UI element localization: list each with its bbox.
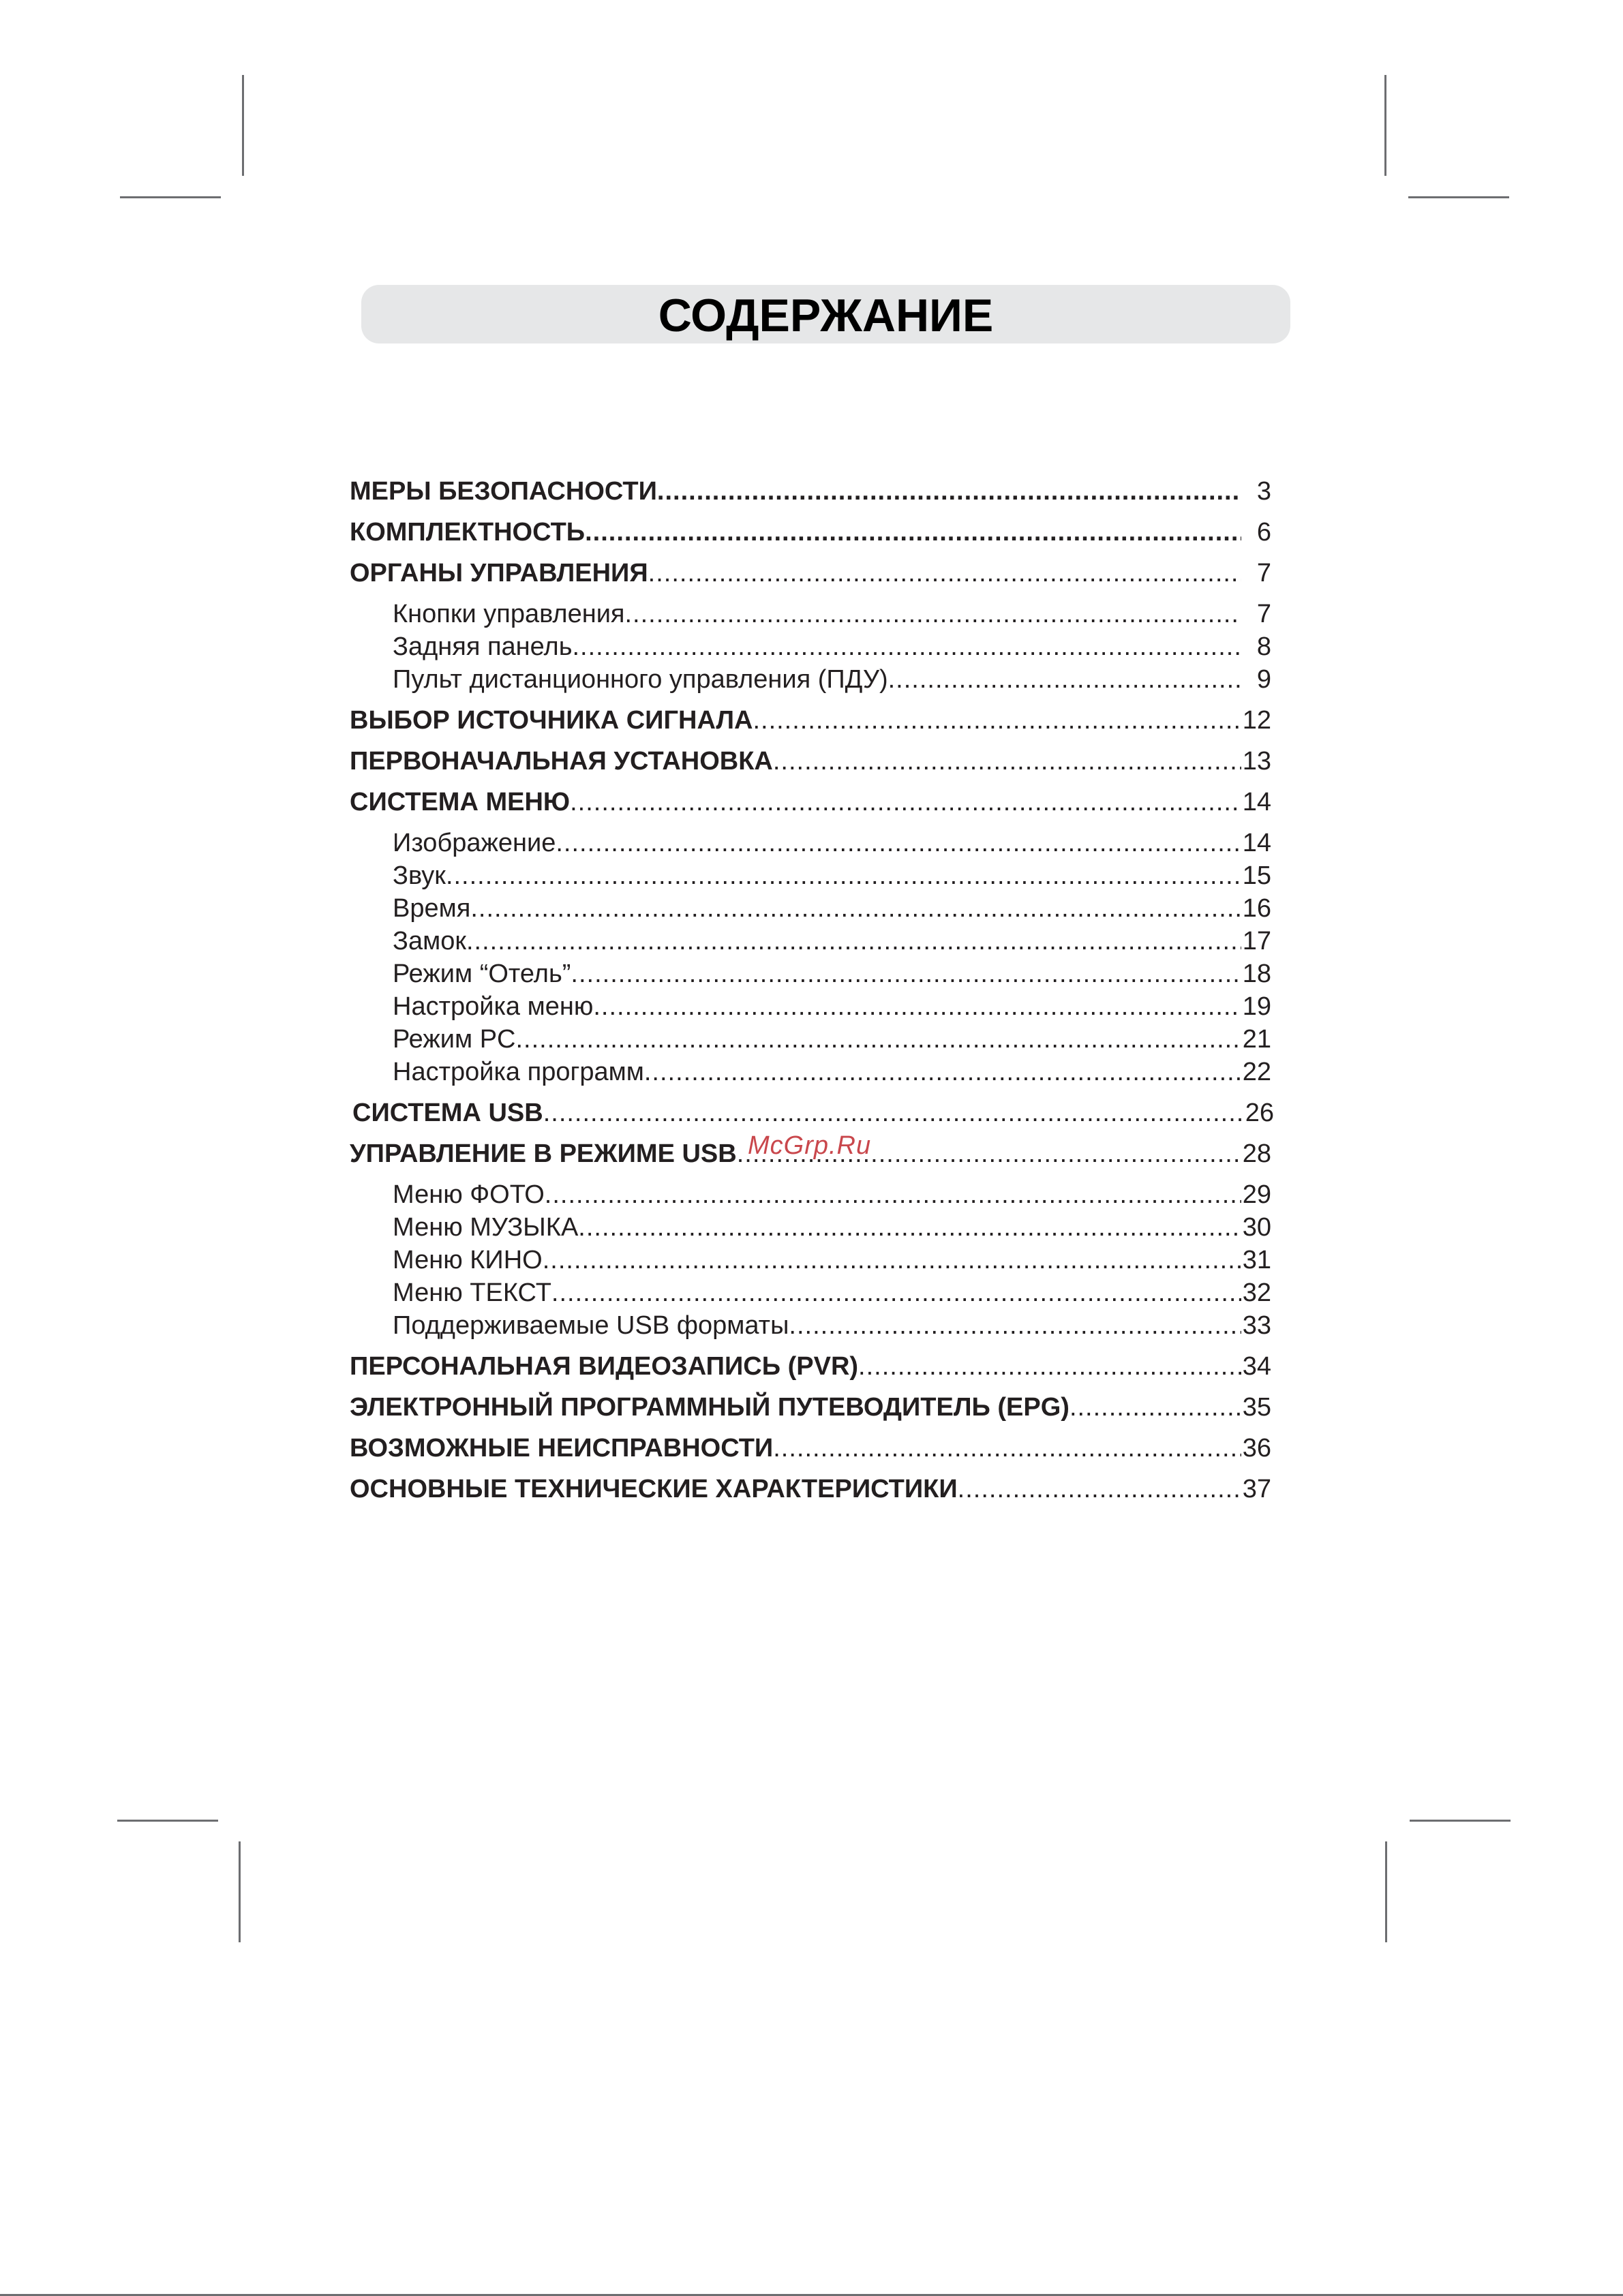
toc-page-number: 26 <box>1245 1099 1274 1127</box>
toc-page-number: 37 <box>1242 1475 1271 1503</box>
toc-page-number: 36 <box>1242 1434 1271 1463</box>
toc-entry-label: Настройка программ <box>393 1058 644 1086</box>
toc-subsection-entry <box>393 1178 1271 1211</box>
toc-subsection-entry <box>393 598 1271 630</box>
toc-page-number: 32 <box>1242 1279 1271 1307</box>
toc-entry-label: ПЕРВОНАЧАЛЬНАЯ УСТАНОВКА <box>350 747 773 776</box>
toc-page-number: 22 <box>1242 1058 1271 1086</box>
toc-section-entry <box>350 557 1271 590</box>
toc-subsection-entry <box>393 1023 1271 1056</box>
dot-leader <box>578 1211 1241 1244</box>
toc-entry-label: Поддерживаемые USB форматы <box>393 1311 789 1340</box>
toc-subsection-entry <box>393 990 1271 1023</box>
dot-leader <box>516 1023 1242 1056</box>
toc-section-entry <box>352 1097 1274 1129</box>
dot-leader <box>753 704 1241 737</box>
toc-entry-label: ВОЗМОЖНЫЕ НЕИСПРАВНОСТИ <box>350 1434 774 1463</box>
dot-leader <box>585 516 1241 549</box>
toc-entry-label: Замок <box>393 927 466 955</box>
toc-page-number: 9 <box>1256 665 1271 694</box>
dot-leader <box>543 1244 1241 1276</box>
toc-page-number: 15 <box>1242 861 1271 890</box>
toc-page-number: 14 <box>1242 788 1271 816</box>
toc-subsection-entry <box>393 958 1271 990</box>
toc-entry-label: Меню МУЗЫКА <box>393 1213 579 1242</box>
toc-entry-label: ВЫБОР ИСТОЧНИКА СИГНАЛА <box>350 706 753 735</box>
toc-entry-label: СИСТЕМА МЕНЮ <box>350 788 571 816</box>
toc-subsection-entry <box>393 1244 1271 1276</box>
toc-page-number: 14 <box>1242 829 1271 857</box>
toc-page-number: 13 <box>1242 747 1271 776</box>
toc-section-entry <box>350 745 1271 778</box>
dot-leader <box>644 1056 1241 1088</box>
toc-entry-label: УПРАВЛЕНИЕ В РЕЖИМЕ USB <box>350 1139 737 1168</box>
toc-page-number: 28 <box>1242 1139 1271 1168</box>
toc-page-number: 12 <box>1242 706 1271 735</box>
toc-page-number: 17 <box>1242 927 1271 955</box>
toc-entry-label: Меню ФОТО <box>393 1180 545 1209</box>
toc-page-number: 8 <box>1256 632 1271 661</box>
toc-subsection-entry <box>393 1309 1271 1342</box>
dot-leader <box>958 1473 1241 1505</box>
toc-section-entry <box>350 1473 1271 1505</box>
dot-leader <box>543 1097 1244 1129</box>
dot-leader <box>773 745 1241 778</box>
dot-leader <box>551 1276 1241 1309</box>
toc-subsection-entry <box>393 663 1271 696</box>
toc-entry-label: СИСТЕМА USB <box>352 1099 543 1127</box>
toc-entry-label: Пульт дистанционного управления (ПДУ) <box>393 665 888 694</box>
dot-leader <box>446 859 1241 892</box>
toc-page-number: 16 <box>1242 894 1271 923</box>
watermark: McGrp.Ru <box>748 1131 872 1160</box>
dot-leader <box>1070 1391 1241 1424</box>
toc-entry-label: Звук <box>393 861 446 890</box>
dot-leader <box>545 1178 1241 1211</box>
dot-leader <box>888 663 1241 696</box>
toc-section-entry <box>350 1432 1271 1465</box>
dot-leader <box>789 1309 1241 1342</box>
toc-subsection-entry <box>393 925 1271 958</box>
toc-subsection-entry <box>393 1211 1271 1244</box>
dot-leader <box>466 925 1241 958</box>
toc-entry-label: Меню КИНО <box>393 1246 543 1274</box>
toc-section-entry <box>350 516 1271 549</box>
toc-entry-label: КОМПЛЕКТНОСТЬ <box>350 518 586 547</box>
toc-entry-label: Изображение <box>393 829 556 857</box>
dot-leader <box>657 475 1241 508</box>
toc-section-entry <box>350 786 1271 818</box>
toc-section-entry <box>350 1391 1271 1424</box>
dot-leader <box>625 598 1242 630</box>
toc-entry-label: Время <box>393 894 471 923</box>
toc-subsection-entry <box>393 630 1271 663</box>
toc-subsection-entry <box>393 892 1271 925</box>
toc-subsection-entry <box>393 1276 1271 1309</box>
dot-leader <box>858 1350 1241 1383</box>
toc-page-number: 6 <box>1256 518 1271 547</box>
toc-entry-label: ЭЛЕКТРОННЫЙ ПРОГРАММНЫЙ ПУТЕВОДИТЕЛЬ (EPG) <box>350 1393 1070 1422</box>
toc-page-number: 29 <box>1242 1180 1271 1209</box>
toc-page-number: 33 <box>1242 1311 1271 1340</box>
toc-page-number: 31 <box>1242 1246 1271 1274</box>
toc-page-number: 18 <box>1242 960 1271 988</box>
toc-page-number: 30 <box>1242 1213 1271 1242</box>
toc-entry-label: ПЕРСОНАЛЬНАЯ ВИДЕОЗАПИСЬ (PVR) <box>350 1352 859 1381</box>
dot-leader <box>556 827 1241 859</box>
dot-leader <box>593 990 1241 1023</box>
dot-leader <box>648 557 1241 590</box>
toc-page-number: 7 <box>1256 559 1271 587</box>
dot-leader <box>470 892 1241 925</box>
toc-entry-label: ОСНОВНЫЕ ТЕХНИЧЕСКИЕ ХАРАКТЕРИСТИКИ <box>350 1475 958 1503</box>
toc-section-entry <box>350 1350 1271 1383</box>
toc-page-number: 34 <box>1242 1352 1271 1381</box>
toc-entry-label: МЕРЫ БЕЗОПАСНОСТИ <box>350 477 657 506</box>
toc-entry-label: Задняя панель <box>393 632 573 661</box>
toc-entry-label: Режим PC <box>393 1025 516 1054</box>
toc-section-entry <box>350 475 1271 508</box>
toc-entry-label: ОРГАНЫ УПРАВЛЕНИЯ <box>350 559 648 587</box>
toc-page-number: 35 <box>1242 1393 1271 1422</box>
dot-leader <box>571 958 1241 990</box>
toc-page-number: 21 <box>1242 1025 1271 1054</box>
toc-subsection-entry <box>393 1056 1271 1088</box>
dot-leader <box>570 786 1241 818</box>
toc-page-number: 19 <box>1242 992 1271 1021</box>
toc-subsection-entry <box>393 859 1271 892</box>
toc-entry-label: Режим “Отель” <box>393 960 571 988</box>
dot-leader <box>573 630 1242 663</box>
page-title: СОДЕРЖАНИЕ <box>658 290 994 341</box>
toc-entry-label: Кнопки управления <box>393 600 625 628</box>
toc-page-number: 7 <box>1256 600 1271 628</box>
toc-entry-label: Меню ТЕКСТ <box>393 1279 551 1307</box>
toc-entry-label: Настройка меню <box>393 992 594 1021</box>
dot-leader <box>773 1432 1241 1465</box>
toc-page-number: 3 <box>1256 477 1271 506</box>
toc-subsection-entry <box>393 827 1271 859</box>
toc-section-entry <box>350 704 1271 737</box>
